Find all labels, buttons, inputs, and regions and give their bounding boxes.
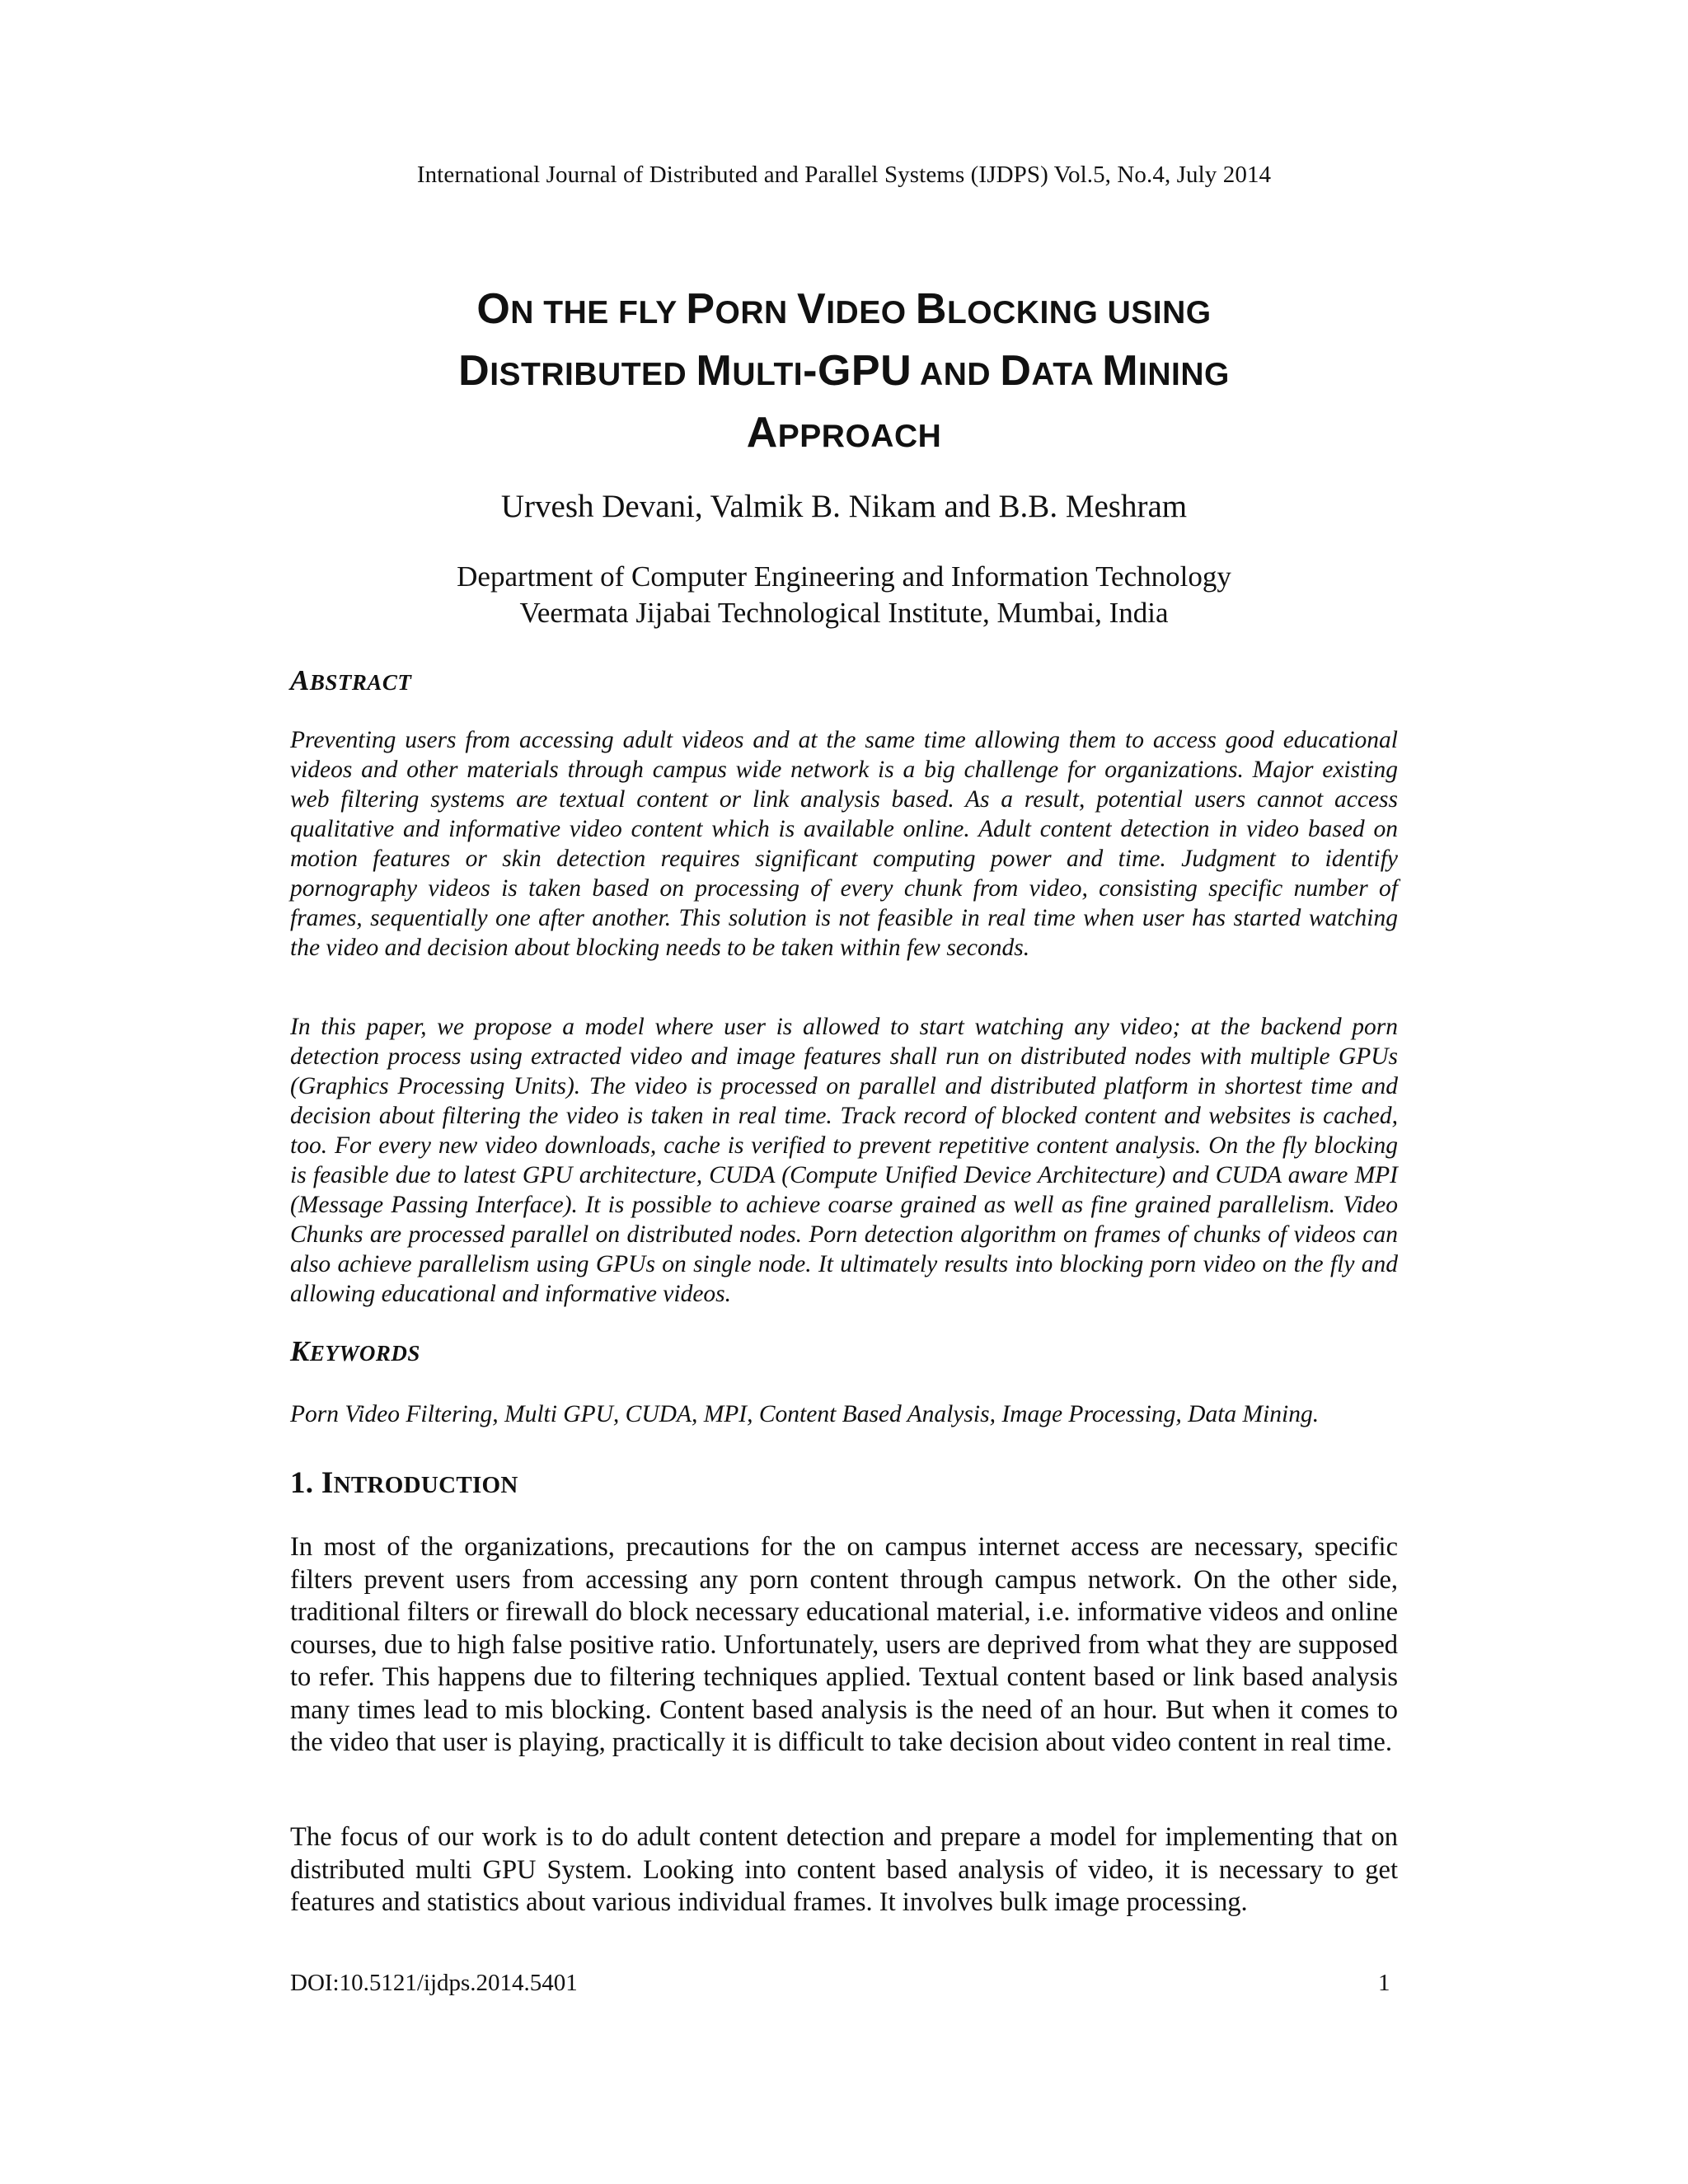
title-line-1 [0, 280, 1688, 342]
title-cap: M [1102, 347, 1139, 395]
keywords-heading-rest: EYWORDS [309, 1341, 420, 1366]
title-line-3 [0, 404, 1688, 466]
introduction-paragraph-1: In most of the organizations, precautions for the on campus internet access are necessary, specific filters prevent users from accessing any porn content through campus network. On the other side, traditional filters or firewall do block necessary educational material, i.e. informative videos and online courses, due to high false positive ratio. Unfortunately, users are deprived from what they are supposed to refer. This happens due to filtering techniques applied. Textual content based or link based analysis many times lead to mis blocking. Content based analysis is the need of an hour. But when it comes to the video that user is playing, practically it is difficult to take decision about video content in real time. [290, 1532, 1398, 1757]
affiliation-line-1: Department of Computer Engineering and Information Technology [457, 560, 1231, 593]
title-cap: M [696, 347, 733, 395]
title-rest: ATA [1031, 357, 1103, 392]
keywords-heading [290, 1335, 420, 1368]
title-cap: P [686, 285, 715, 333]
title-cap: O [476, 285, 511, 333]
footer-doi: DOI:10.5121/ijdps.2014.5401 [290, 1970, 578, 1996]
title-line-2 [0, 342, 1688, 404]
paper-title [0, 280, 1688, 466]
title-rest: AND [912, 357, 1001, 392]
authors: Urvesh Devani, Valmik B. Nikam and B.B. Meshram [500, 489, 1188, 524]
introduction-heading-rest: NTRODUCTION [333, 1472, 518, 1498]
title-cap: A [746, 409, 778, 457]
affiliation-line-2: Veermata Jijabai Technological Institute, Mumbai, India [519, 597, 1169, 629]
title-rest: PPROACH [777, 419, 942, 454]
section-number: 1. [290, 1466, 321, 1500]
title-rest: ULTI [732, 357, 804, 392]
keywords-heading-cap: K [290, 1335, 310, 1367]
introduction-heading-cap: I [321, 1466, 334, 1500]
running-header: International Journal of Distributed and Parallel Systems (IJDPS) Vol.5, No.4, July 2014 [416, 162, 1272, 188]
keywords-text: Porn Video Filtering, Multi GPU, CUDA, MPI, Content Based Analysis, Image Processing, Data Mining. [290, 1401, 1320, 1427]
title-cap: B [915, 285, 947, 333]
title-rest: ISTRIBUTED [490, 357, 696, 392]
title-cap: D [1000, 347, 1032, 395]
affiliation [0, 559, 1688, 631]
abstract-paragraph-1: Preventing users from accessing adult videos and at the same time allowing them to access good educational videos and other materials through campus wide network is a big challenge for organizations. Major existing web filtering systems are textual content or link analysis based. As a result, potential users cannot access qualitative and informative video content which is available online. Adult content detection in video based on motion features or skin detection requires significant computing power and time. Judgment to identify pornography videos is taken based on processing of every chunk from video, consisting specific number of frames, sequentially one after another. This solution is not feasible in real time when user has started watching the video and decision about blocking needs to be taken within few seconds. [290, 727, 1398, 961]
title-rest: N THE FLY [510, 295, 687, 330]
title-rest: LOCKING USING [946, 295, 1212, 330]
title-cap: V [797, 285, 827, 333]
introduction-paragraph-2: The focus of our work is to do adult content detection and prepare a model for implementing that on distributed multi GPU System. Looking into content based analysis of video, it is necessary to get features and statistics about various individual frames. It involves bulk image processing. [290, 1822, 1398, 1917]
title-rest: ORN [715, 295, 798, 330]
title-cap: -GPU [803, 347, 912, 395]
page-number: 1 [1378, 1970, 1390, 1996]
abstract-heading-rest: BSTRACT [309, 670, 412, 695]
title-cap: D [458, 347, 490, 395]
introduction-heading [290, 1465, 518, 1501]
abstract-heading [290, 664, 411, 697]
abstract-heading-cap: A [290, 664, 310, 696]
title-rest: IDEO [826, 295, 916, 330]
abstract-paragraph-2: In this paper, we propose a model where user is allowed to start watching any video; at the backend porn detection process using extracted video and image features shall run on distributed nodes with multiple GPUs (Graphics Processing Units). The video is processed on parallel and distributed platform in shortest time and decision about filtering the video is taken in real time. Track record of blocked content and websites is cached, too. For every new video downloads, cache is verified to prevent repetitive content analysis. On the fly blocking is feasible due to latest GPU architecture, CUDA (Compute Unified Device Architecture) and CUDA aware MPI (Message Passing Interface). It is possible to achieve coarse grained as well as fine grained parallelism. Video Chunks are processed parallel on distributed nodes. Porn detection algorithm on frames of chunks of videos can also achieve parallelism using GPUs on single node. It ultimately results into blocking porn video on the fly and allowing educational and informative videos. [290, 1014, 1398, 1307]
title-rest: INING [1138, 357, 1230, 392]
